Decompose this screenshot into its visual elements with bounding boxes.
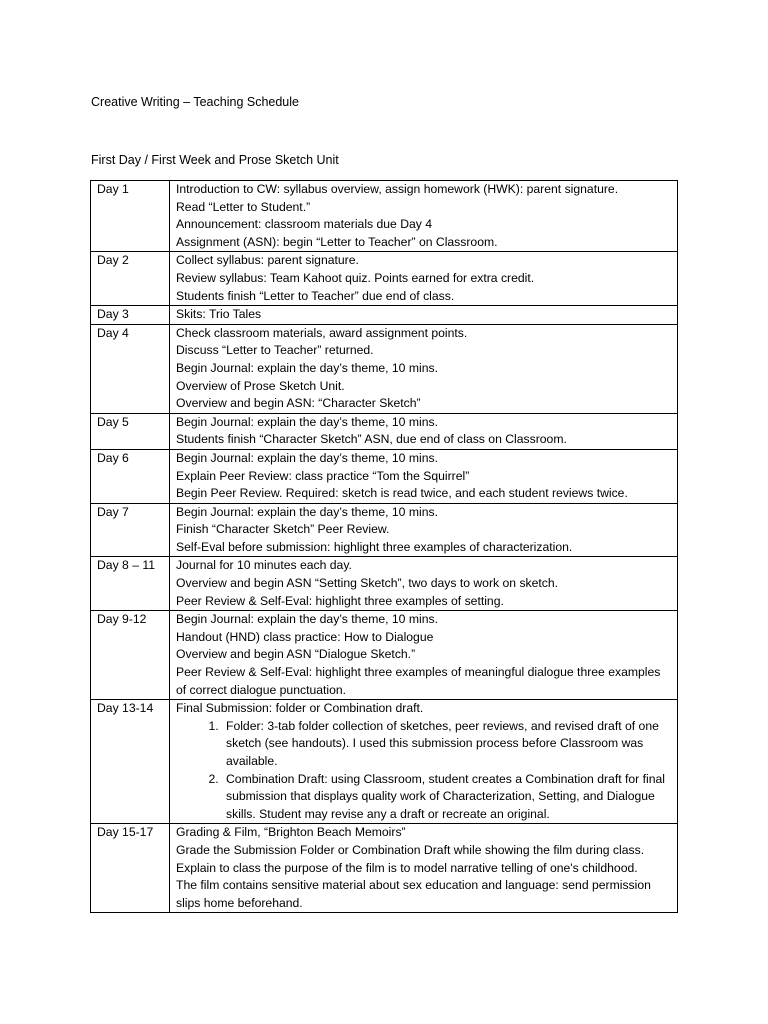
description-line: Discuss “Letter to Teacher” returned.: [176, 343, 374, 358]
description-line: Begin Journal: explain the day’s theme, 10 mins.: [176, 450, 438, 465]
day-cell: Day 15-17: [91, 824, 170, 913]
description-line: Overview and begin ASN: “Character Sketch”: [176, 396, 421, 411]
description-line: Overview and begin ASN “Dialogue Sketch.”: [176, 647, 416, 662]
description-line: Begin Journal: explain the day’s theme, 10 mins.: [176, 504, 438, 519]
description-line: Peer Review & Self-Eval: highlight three examples of setting.: [176, 593, 504, 608]
day-cell: Day 6: [91, 449, 170, 503]
description-line: Grading & Film, “Brighton Beach Memoirs”: [176, 825, 406, 840]
document-title: Creative Writing – Teaching Schedule: [91, 95, 299, 109]
description-line: Begin Journal: explain the day’s theme, 10 mins.: [176, 612, 438, 627]
table-row: [91, 557, 678, 611]
description-cell: [170, 503, 678, 557]
description-cell: [170, 252, 678, 306]
list-item: 1. Folder: 3-tab folder collection of sketches, peer reviews, and revised draft of one sketch (see handouts). I used this submission process before Classroom was available.: [222, 718, 673, 771]
description-cell: [170, 611, 678, 700]
description-line: Check classroom materials, award assignment points.: [176, 325, 468, 340]
table-row: [91, 324, 678, 413]
description-line: Assignment (ASN): begin “Letter to Teacher” on Classroom.: [176, 234, 498, 249]
description-line: Collect syllabus: parent signature.: [176, 253, 359, 268]
description-line: Peer Review & Self-Eval: highlight three examples of meaningful dialogue three examples of correct dialogue punctuation.: [176, 665, 661, 697]
description-line: Introduction to CW: syllabus overview, assign homework (HWK): parent signature.: [176, 182, 619, 196]
description-line: Begin Journal: explain the day’s theme, 10 mins.: [176, 360, 438, 375]
day-cell: Day 9-12: [91, 611, 170, 700]
day-cell: Day 2: [91, 252, 170, 306]
description-line: Handout (HND) class practice: How to Dialogue: [176, 629, 434, 644]
description-line: Students finish “Letter to Teacher” due end of class.: [176, 288, 455, 303]
table-row: [91, 824, 678, 913]
day-cell: Day 7: [91, 503, 170, 557]
description-line: Students finish “Character Sketch” ASN, due end of class on Classroom.: [176, 432, 567, 447]
description-line: Announcement: classroom materials due Day 4: [176, 217, 433, 232]
description-line: The film contains sensitive material about sex education and language: send permission slips home beforehand.: [176, 878, 651, 910]
description-cell: [170, 324, 678, 413]
description-line: Finish “Character Sketch” Peer Review.: [176, 522, 390, 537]
day-cell: Day 5: [91, 413, 170, 449]
table-row: [91, 306, 678, 325]
list-item: 2. Combination Draft: using Classroom, student creates a Combination draft for final submission that displays quality work of Characterization, Setting, and Dialogue skills. Student may revise any a draft or recreate an original.: [222, 771, 673, 824]
document-subtitle: First Day / First Week and Prose Sketch Unit: [91, 153, 339, 167]
description-line: Grade the Submission Folder or Combination Draft while showing the film during class.: [176, 842, 645, 857]
description-line: Journal for 10 minutes each day.: [176, 558, 352, 573]
table-row: [91, 181, 678, 252]
day-cell: Day 4: [91, 324, 170, 413]
description-line: Review syllabus: Team Kahoot quiz. Points earned for extra credit.: [176, 270, 535, 285]
day-cell: Day 8 – 11: [91, 557, 170, 611]
description-line: Begin Journal: explain the day’s theme, 10 mins.: [176, 414, 438, 429]
description-line: Skits: Trio Tales: [176, 307, 262, 322]
description-line: Begin Peer Review. Required: sketch is read twice, and each student reviews twice.: [176, 486, 628, 501]
table-row: [91, 449, 678, 503]
schedule-table: [90, 180, 678, 913]
description-cell: [170, 557, 678, 611]
description-cell: [170, 413, 678, 449]
description-line: Explain Peer Review: class practice “Tom the Squirrel”: [176, 468, 470, 483]
submission-options-list: [176, 718, 673, 824]
description-line: Read “Letter to Student.”: [176, 199, 311, 214]
table-row: [91, 413, 678, 449]
day-cell: Day 3: [91, 306, 170, 325]
description-cell: [170, 700, 678, 824]
day-cell: Day 1: [91, 181, 170, 252]
table-row: [91, 611, 678, 700]
description-line: Overview and begin ASN “Setting Sketch”, two days to work on sketch.: [176, 576, 559, 591]
table-row: [91, 252, 678, 306]
table-row: [91, 503, 678, 557]
day-cell: Day 13-14: [91, 700, 170, 824]
table-row: [91, 700, 678, 824]
description-cell: [170, 824, 678, 913]
description-line: Final Submission: folder or Combination draft.: [176, 701, 424, 716]
schedule-body: [91, 181, 678, 913]
description-cell: [170, 306, 678, 325]
description-cell: [170, 449, 678, 503]
description-line: Self-Eval before submission: highlight three examples of characterization.: [176, 539, 573, 554]
description-line: Overview of Prose Sketch Unit.: [176, 378, 345, 393]
description-cell: [170, 181, 678, 252]
description-line: Explain to class the purpose of the film is to model narrative telling of one's childhood.: [176, 860, 638, 875]
